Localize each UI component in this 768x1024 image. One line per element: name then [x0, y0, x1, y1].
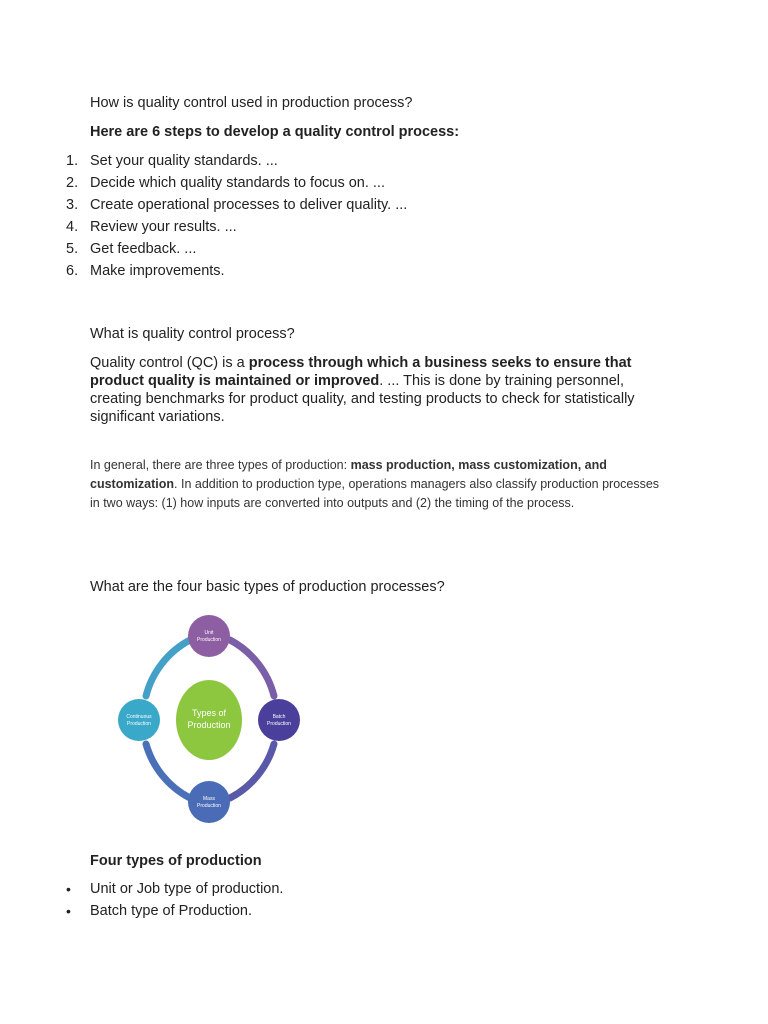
list-item	[0, 900, 700, 922]
list-item-number: 5.	[66, 241, 79, 257]
list-item	[0, 172, 700, 194]
list-item-number: 1.	[66, 153, 79, 169]
left-node-label-line1: Continuous	[126, 714, 152, 720]
list-item	[0, 878, 700, 900]
list-item-text: Get feedback. ...	[90, 241, 197, 257]
steps-heading: Here are 6 steps to develop a quality control process:	[90, 124, 460, 140]
list-item-number: 6.	[66, 263, 79, 279]
list-item-text: Set your quality standards. ...	[90, 153, 278, 169]
list-item-number: 3.	[66, 197, 79, 213]
center-node-label-line2: Production	[187, 720, 231, 730]
list-item-number: 2.	[66, 175, 79, 191]
qc-paragraph-prefix: Quality control (QC) is a	[90, 355, 249, 371]
list-item	[0, 260, 700, 282]
list-item-number: 4.	[66, 219, 79, 235]
bottom-node-label-line1: Mass	[203, 796, 215, 802]
bottom-node-circle	[188, 781, 230, 823]
qc-definition-paragraph	[90, 354, 670, 426]
center-node-label-line1: Types of	[191, 708, 227, 718]
top-node-label-line2: Production	[197, 637, 221, 643]
list-item	[0, 150, 700, 172]
list-item-text: Unit or Job type of production.	[90, 881, 284, 897]
left-node-label-line2: Production	[127, 721, 151, 727]
production-types-list	[0, 878, 700, 922]
list-item-text: Batch type of Production.	[90, 903, 253, 919]
list-item	[0, 238, 700, 260]
ring-arc-right-bottom	[230, 744, 274, 798]
question-quality-control-process: What is quality control process?	[90, 326, 295, 342]
ring-arc-top-right	[230, 640, 274, 696]
qc-paragraph-suffix: . ... This is done by training personnel, creating benchmarks for product quality, and testing products to check for statistically significant variations.	[90, 373, 635, 425]
question-quality-control-use: How is quality control used in production process?	[90, 95, 413, 111]
production-types-diagram	[112, 606, 308, 834]
list-item-text: Decide which quality standards to focus on. ...	[90, 175, 385, 191]
list-item-text: Make improvements.	[90, 263, 225, 279]
production-paragraph-emphasis: mass production, mass customization, and customization	[90, 458, 607, 491]
list-item	[0, 216, 700, 238]
production-paragraph-prefix: In general, there are three types of production:	[90, 458, 351, 472]
top-node-circle	[188, 615, 230, 657]
steps-list	[0, 150, 700, 282]
bullet-icon: •	[66, 903, 71, 919]
bullet-icon: •	[66, 881, 71, 897]
right-node-label-line2: Production	[267, 721, 291, 727]
right-node-circle	[258, 699, 300, 741]
list-item	[0, 194, 700, 216]
types-heading: Four types of production	[90, 853, 262, 869]
qc-paragraph-emphasis: process through which a business seeks to ensure that product quality is maintained or improved	[90, 355, 632, 389]
bottom-node-label-line2: Production	[197, 803, 221, 809]
ring-arc-left-top	[146, 640, 190, 696]
list-item-text: Review your results. ...	[90, 219, 237, 235]
top-node-label-line1: Unit	[204, 630, 214, 636]
production-paragraph-suffix: . In addition to production type, operations managers also classify production processes in two ways: (1) how inputs are converted into outputs and (2) the timing of the process.	[90, 477, 660, 510]
left-node-circle	[118, 699, 160, 741]
production-types-paragraph	[90, 456, 670, 513]
list-item-text: Create operational processes to deliver quality. ...	[90, 197, 408, 213]
ring-arc-bottom-left	[146, 744, 190, 798]
right-node-label-line1: Batch	[272, 714, 286, 720]
question-four-production-types: What are the four basic types of production processes?	[90, 579, 445, 595]
